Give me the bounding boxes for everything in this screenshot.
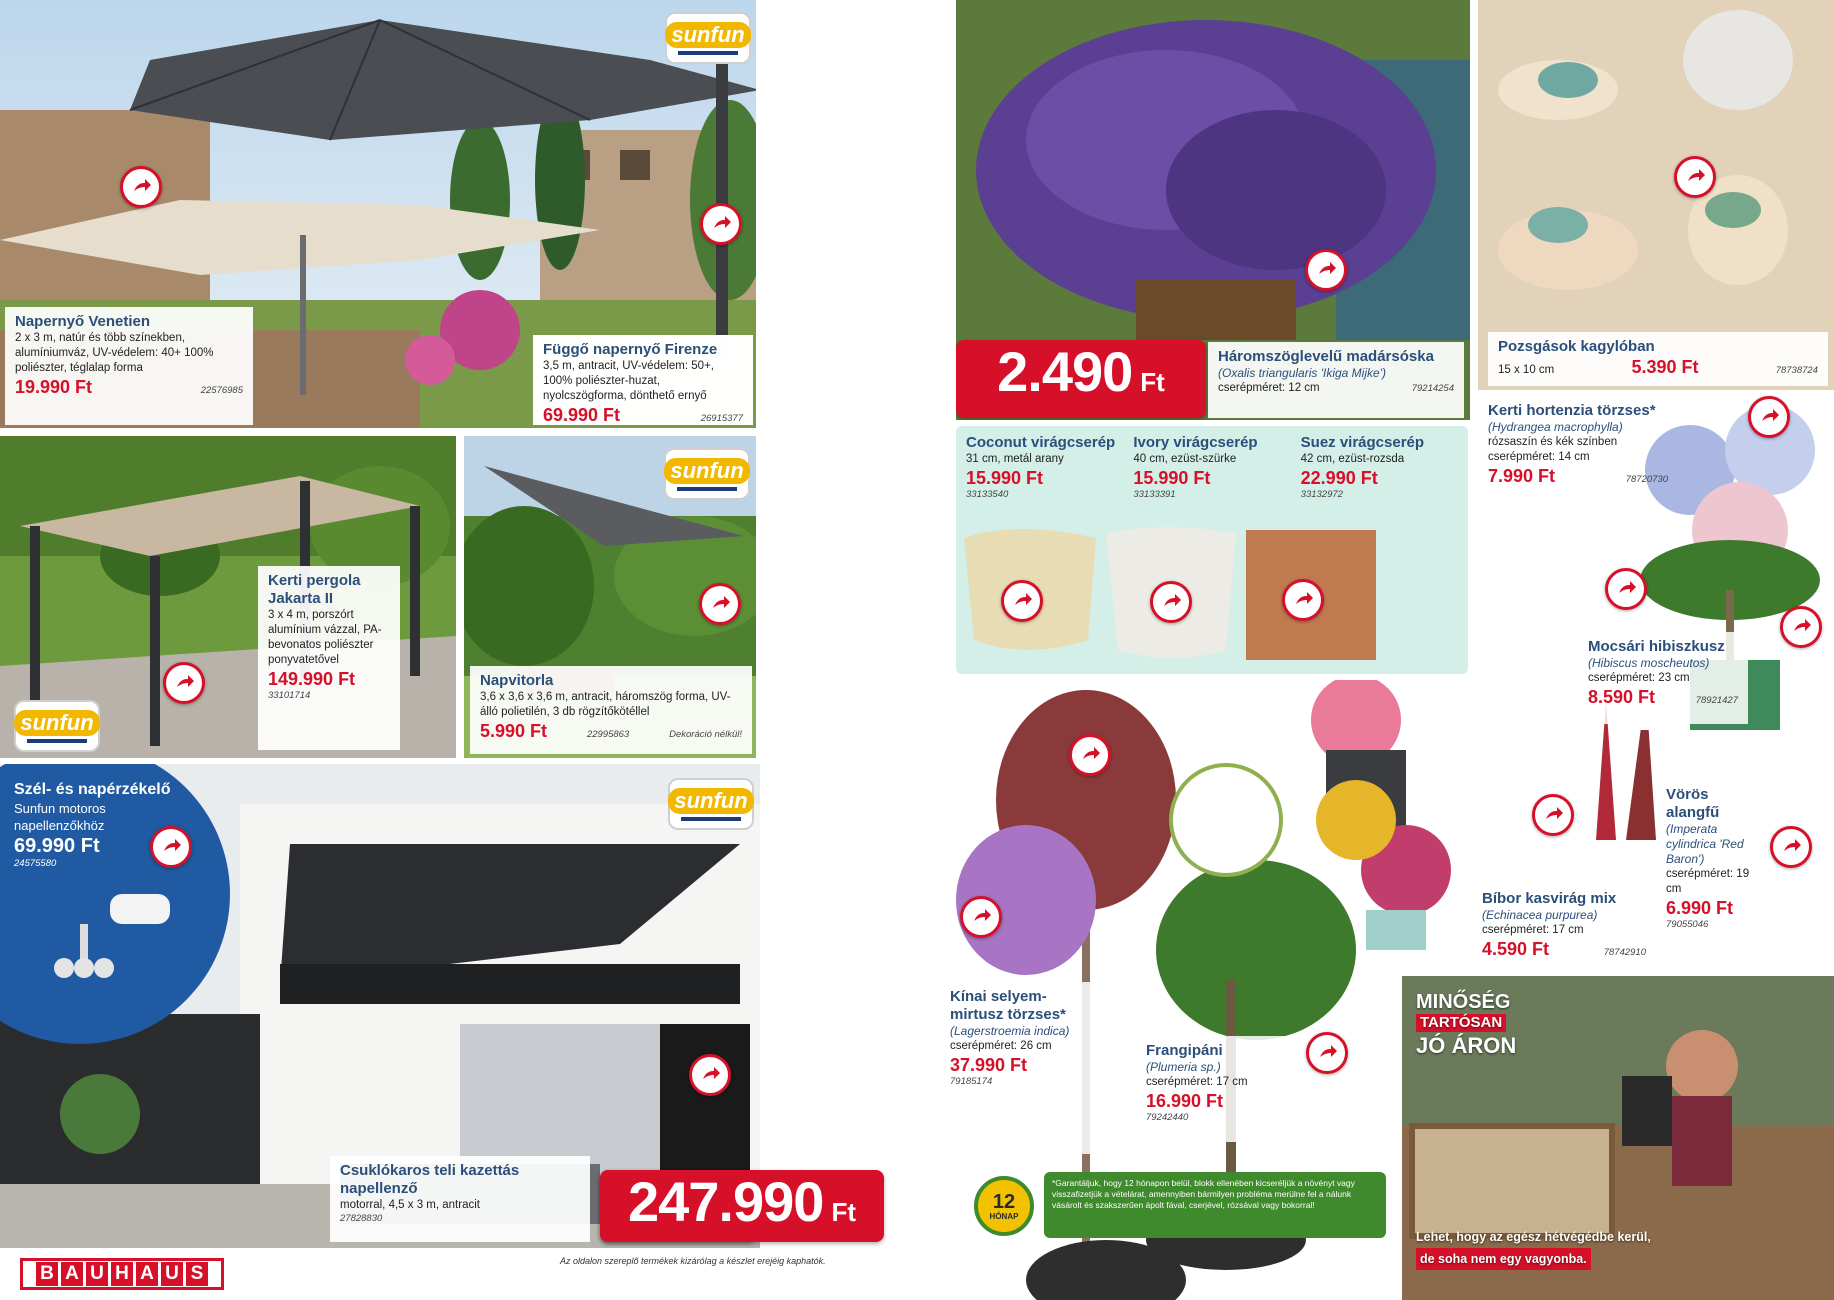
arrow-right-icon[interactable] [1748, 396, 1790, 438]
oxalis-big-price [956, 340, 1206, 418]
arrow-right-icon[interactable] [700, 203, 742, 245]
arrow-right-icon[interactable] [1001, 580, 1043, 622]
product-code: 79055046 [1666, 919, 1709, 930]
promo-heading: MINŐSÉG TARTÓSAN JÓ ÁRON [1416, 991, 1517, 1058]
product-desc: 42 cm, ezüst-rozsda [1300, 453, 1405, 465]
product-desc: 40 cm, ezüst-szürke [1133, 453, 1237, 465]
bauhaus-logo[interactable]: B A U H A U S [20, 1258, 224, 1290]
product-size: cserépméret: 17 cm [1146, 1076, 1248, 1088]
product-title: Háromszöglevelű madársóska [1218, 348, 1434, 365]
product-code: 78738724 [1775, 365, 1818, 376]
awning-price-box [600, 1170, 884, 1242]
product-title: Frangipáni [1146, 1042, 1223, 1059]
product-desc: 2 x 3 m, natúr és több színekben, alumíniumváz, UV-védelem: 40+ 100% poliészter, téglalap forma [15, 332, 214, 374]
product-code: 79214254 [1411, 383, 1454, 394]
product-code: 33133540 [966, 489, 1009, 500]
product-title: Pozsgások kagylóban [1498, 338, 1655, 355]
arrow-right-icon[interactable] [689, 1054, 731, 1096]
product-code: 24575580 [14, 858, 57, 869]
arrow-right-icon[interactable] [150, 826, 192, 868]
product-title: Mocsári hibiszkusz [1588, 638, 1725, 655]
product-price: 5.390 Ft [1631, 357, 1699, 377]
panel-napvitorla [464, 436, 756, 758]
sunfun-logo: sunfun [665, 12, 751, 64]
product-latin: (Plumeria sp.) [1146, 1060, 1221, 1074]
product-code: 22995863 [586, 729, 630, 740]
panel-oxalis [956, 0, 1470, 420]
product-latin: (Lagerstroemia indica) [950, 1024, 1070, 1038]
product-title: Kínai selyem-mirtusz törzses* [950, 988, 1066, 1023]
product-title: Ivory virágcserép [1133, 434, 1258, 451]
product-title: Bíbor kasvirág mix [1482, 890, 1617, 907]
product-latin: (Echinacea purpurea) [1482, 908, 1598, 922]
product-code: 78720730 [1625, 474, 1668, 485]
product-price: 15.990 Ft [966, 468, 1044, 488]
price-currency: Ft [1140, 367, 1165, 397]
product-code: 79242440 [1146, 1112, 1189, 1123]
price-currency: Ft [831, 1197, 856, 1227]
product-desc: 3,6 x 3,6 x 3,6 m, antracit, háromszög forma, UV-álló polietilén, 3 db rögzítőkötéllel [480, 691, 731, 718]
product-price: 15.990 Ft [1133, 468, 1211, 488]
product-size: cserépméret: 17 cm [1482, 924, 1584, 936]
product-venetien[interactable] [5, 307, 253, 425]
product-awning[interactable] [330, 1156, 590, 1242]
sunfun-logo: sunfun [664, 448, 750, 500]
product-hortenzia[interactable] [1478, 396, 1678, 512]
product-code: 78921427 [1695, 695, 1738, 706]
arrow-right-icon[interactable] [163, 662, 205, 704]
product-size: 15 x 10 cm [1498, 364, 1555, 376]
panel-kagylo [1478, 0, 1834, 390]
product-size: cserépméret: 14 cm [1488, 451, 1590, 463]
product-kasvirag[interactable] [1472, 884, 1656, 974]
promo-banner[interactable] [1402, 976, 1834, 1300]
product-hibiszkusz[interactable] [1578, 632, 1748, 724]
product-title: Csuklókaros teli kazettás napellenző [340, 1162, 520, 1197]
arrow-right-icon[interactable] [1532, 794, 1574, 836]
product-code: 33101714 [268, 690, 311, 701]
pot-suez[interactable] [1301, 434, 1460, 500]
guarantee-badge: 12 HÓNAP [974, 1176, 1034, 1236]
product-price: 7.990 Ft [1488, 466, 1556, 486]
pot-ivory[interactable] [1133, 434, 1292, 500]
product-napvitorla[interactable] [470, 666, 752, 754]
product-title: Vörös alangfű [1666, 786, 1720, 821]
arrow-right-icon[interactable] [1306, 1032, 1348, 1074]
product-price: 69.990 Ft [14, 835, 100, 857]
product-latin: (Oxalis triangularis 'Ikiga Mijke') [1218, 366, 1386, 380]
pot-coconut[interactable] [966, 434, 1125, 500]
arrow-right-icon[interactable] [1780, 606, 1822, 648]
product-code: 33132972 [1300, 489, 1343, 500]
sunfun-logo: sunfun [14, 700, 100, 752]
arrow-right-icon[interactable] [1305, 249, 1347, 291]
product-title: Napvitorla [480, 672, 554, 689]
product-price: 69.990 Ft [543, 405, 621, 425]
arrow-right-icon[interactable] [1770, 826, 1812, 868]
arrow-right-icon[interactable] [120, 166, 162, 208]
product-latin: (Hibiscus moscheutos) [1588, 656, 1710, 670]
arrow-right-icon[interactable] [960, 896, 1002, 938]
product-code: 79185174 [950, 1076, 993, 1087]
product-price: 6.990 Ft [1666, 898, 1734, 918]
product-price: 5.990 Ft [480, 721, 548, 741]
product-kagylo[interactable] [1488, 332, 1828, 386]
product-size: cserépméret: 26 cm [950, 1040, 1052, 1052]
arrow-right-icon[interactable] [1069, 734, 1111, 776]
product-frangipani[interactable] [1136, 1036, 1296, 1142]
product-code: 78742910 [1603, 947, 1646, 958]
product-size: cserépméret: 23 cm [1588, 672, 1690, 684]
panel-pots [956, 426, 1468, 674]
arrow-right-icon[interactable] [1674, 156, 1716, 198]
product-price: 37.990 Ft [950, 1055, 1028, 1075]
product-title: Kerti hortenzia törzses* [1488, 402, 1656, 419]
promo-caption: Lehet, hogy az egész hétvégédbe kerül, de soha nem egy vagyonba. [1416, 1226, 1651, 1270]
arrow-right-icon[interactable] [1150, 581, 1192, 623]
sensor-device-icon [50, 884, 180, 984]
product-code: 26915377 [700, 413, 743, 424]
product-firenze-box[interactable] [533, 335, 753, 425]
product-title: Kerti pergola Jakarta II [268, 572, 361, 607]
product-code: 33133391 [1133, 489, 1176, 500]
pot-list [966, 434, 1460, 500]
product-desc: 31 cm, metál arany [966, 453, 1064, 465]
product-desc: rózsaszín és kék színben [1488, 436, 1618, 448]
arrow-right-icon[interactable] [699, 583, 741, 625]
arrow-right-icon[interactable] [1282, 579, 1324, 621]
product-title: Szél- és napérzékelő [14, 781, 171, 798]
product-title: Függő napernyő Firenze [543, 341, 718, 358]
product-desc: 3 x 4 m, porszórt alumínium vázzal, PA-bevonatos poliészter ponyvatetővel [268, 609, 382, 666]
product-mirtusz[interactable] [940, 982, 1090, 1154]
product-latin: (Hydrangea macrophylla) [1488, 420, 1623, 434]
product-latin: (Imperata cylindrica 'Red Baron') [1666, 822, 1744, 866]
product-price: 19.990 Ft [15, 377, 93, 397]
product-title: Napernyő Venetien [15, 313, 151, 330]
product-note: Dekoráció nélkül! [669, 729, 742, 740]
arrow-right-icon[interactable] [1605, 568, 1647, 610]
product-price: 8.590 Ft [1588, 687, 1656, 707]
product-subtitle: Sunfun motoros napellenzőkhöz [14, 801, 106, 833]
product-title: Suez virágcserép [1300, 434, 1425, 451]
product-price: 149.990 Ft [268, 669, 356, 689]
product-price: 22.990 Ft [1300, 468, 1378, 488]
product-code: 22576985 [200, 385, 243, 396]
price-number: 247.990 [628, 1170, 824, 1233]
product-oxalis[interactable] [1208, 342, 1464, 418]
product-desc: motorral, 4,5 x 3 m, antracit [340, 1199, 480, 1211]
sunfun-logo: sunfun [668, 778, 754, 830]
product-alangfu[interactable] [1656, 780, 1760, 974]
product-price: 16.990 Ft [1146, 1091, 1224, 1111]
footer-note: Az oldalon szereplő termékek kizárólag a készlet erejéig kaphatók. [560, 1256, 826, 1266]
product-size: cserépméret: 12 cm [1218, 382, 1320, 394]
product-title: Coconut virágcserép [966, 434, 1116, 451]
product-pergola[interactable] [258, 566, 400, 750]
product-desc: 3,5 m, antracit, UV-védelem: 50+, 100% poliészter-huzat, nyolcszögforma, dönthető ernyő [543, 360, 714, 402]
guarantee-note: *Garantáljuk, hogy 12 hónapon belül, blokk ellenében kicseréljük a növényt vagy visszafizetjük a vételárat, amennyiben bármilyen probléma merülne fel a nálunk vásárolt és szakszerűen ápolt fával, cserjével, rózsával vagy bokorral! [1044, 1172, 1386, 1238]
panel-pergola [0, 436, 456, 758]
product-price: 4.590 Ft [1482, 939, 1550, 959]
product-code: 27828830 [340, 1213, 383, 1224]
product-size: cserépméret: 19 cm [1666, 868, 1750, 895]
price-number: 2.490 [997, 340, 1133, 403]
